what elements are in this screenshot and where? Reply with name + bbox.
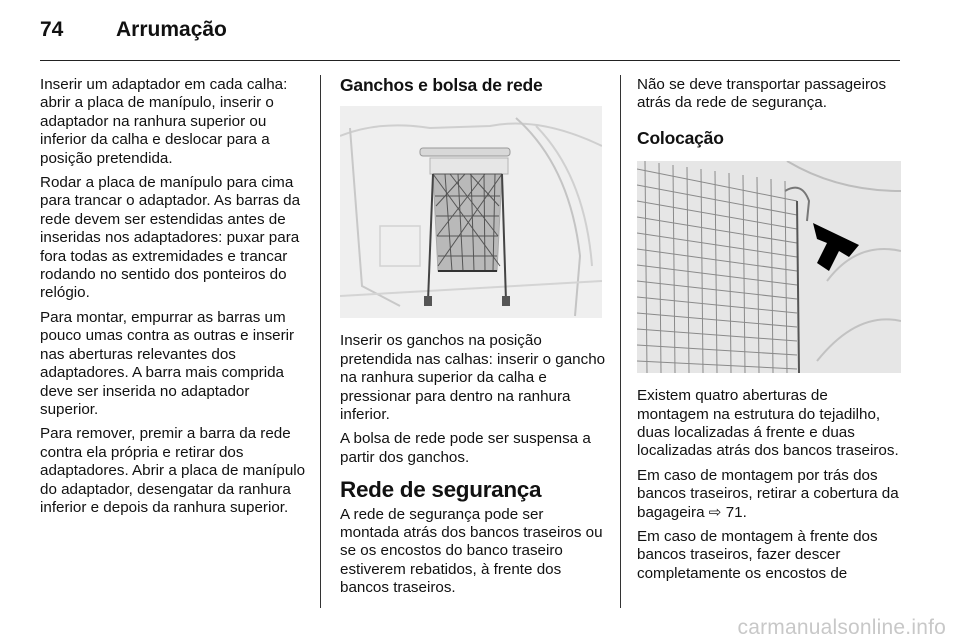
paragraph: Rodar a placa de manípulo para cima para trancar o adaptador. As barras da rede devem ser estendidas antes de inseridas nos adaptadores: puxar para fora todas as extremidades e trancar rodando no sentido dos ponteiros do relógio. <box>40 174 301 302</box>
section-heading-safety-net: Rede de segurança <box>340 477 542 503</box>
column-divider-left <box>320 75 321 608</box>
column-right <box>637 76 903 589</box>
page-number: 74 <box>40 18 64 41</box>
page-title: Arrumação <box>116 18 227 41</box>
section-heading-fitting: Colocação <box>637 127 724 148</box>
paragraph: Para montar, empurrar as barras um pouco umas contra as outras e inserir nas aberturas relevantes dos adaptadores. A barra mais comprida deve ser inserida no adaptador superior. <box>40 308 295 418</box>
section-heading-hooks-net-bag: Ganchos e bolsa de rede <box>340 75 543 95</box>
net-bag-illustration <box>340 106 602 318</box>
column-middle <box>340 76 606 604</box>
header-rule <box>40 60 900 61</box>
paragraph: Inserir um adaptador em cada calha: abrir a placa de manípulo, inserir o adaptador na ranhura superior ou inferior da calha e deslocar para a posição pretendida. <box>40 76 288 167</box>
paragraph: A rede de segurança pode ser montada atrás dos bancos traseiros ou se os encostos do banco traseiro estiverem rebatidos, à frente dos bancos traseiros. <box>340 505 603 597</box>
safety-net-illustration <box>637 161 901 373</box>
watermark: carmanualsonline.info <box>737 616 946 639</box>
paragraph: Não se deve transportar passageiros atrás da rede de segurança. <box>637 76 887 112</box>
column-divider-right <box>620 75 621 608</box>
page-header <box>40 18 920 48</box>
paragraph: Em caso de montagem à frente dos bancos traseiros, fazer descer completamente os encostos de <box>637 528 878 582</box>
paragraph: Inserir os ganchos na posição pretendida nas calhas: inserir o gancho na ranhura superior da calha e pressionar para dentro na ranhura inferior. <box>340 332 606 424</box>
column-left <box>40 76 306 523</box>
paragraph: Existem quatro aberturas de montagem na estrutura do tejadilho, duas localizadas á frente e duas localizadas atrás dos bancos traseiros. <box>637 387 899 460</box>
paragraph: A bolsa de rede pode ser suspensa a partir dos ganchos. <box>340 430 591 466</box>
paragraph: Para remover, premir a barra da rede contra ela própria e retirar dos adaptadores. Abrir a placa de manípulo do adaptador, desengatar da ranhura inferior e depois da ranhura superior. <box>40 425 306 516</box>
paragraph: Em caso de montagem por trás dos bancos traseiros, retirar a cobertura da bagageira ⇨ 71. <box>637 466 899 521</box>
